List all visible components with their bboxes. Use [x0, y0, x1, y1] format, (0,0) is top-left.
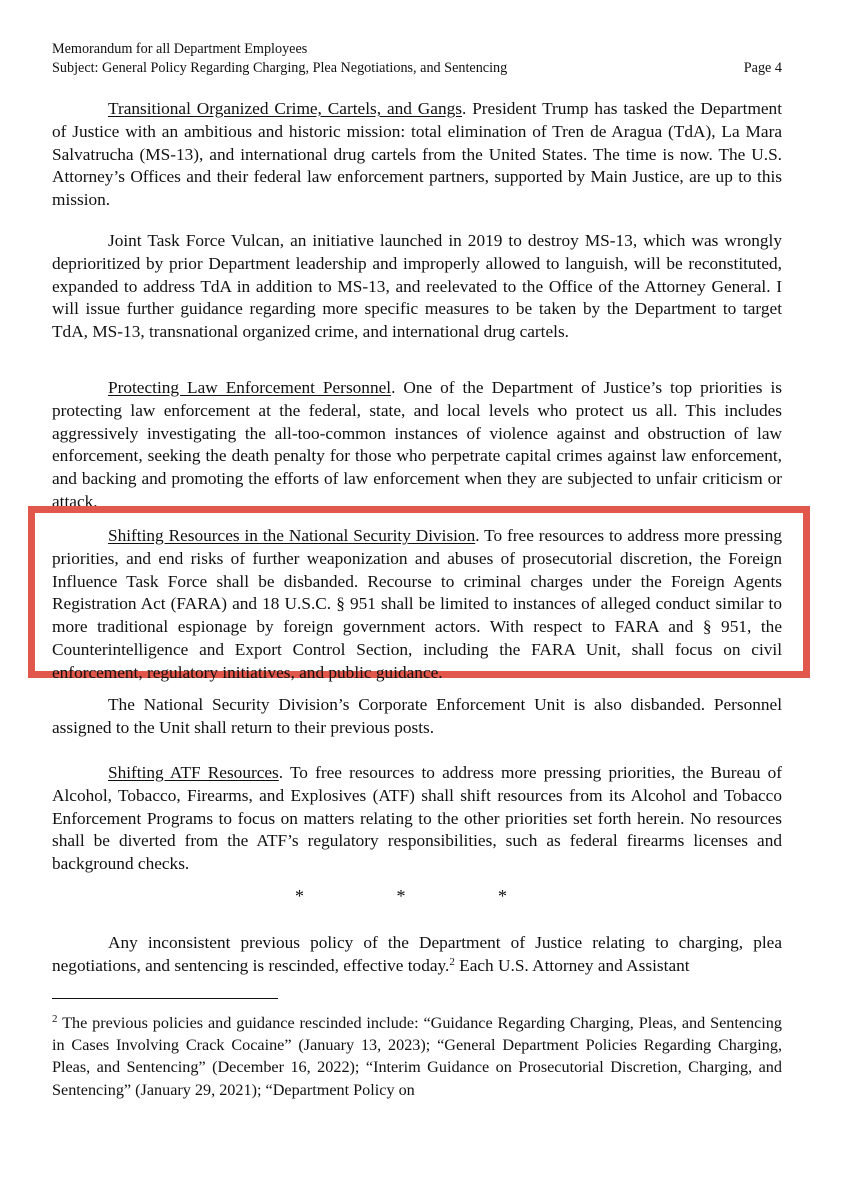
- footnote-text: The previous policies and guidance rescinded include: “Guidance Regarding Charging, Pleas, and Sentencing in Cases Involving Crack Cocaine” (January 13, 2023); “General Department Policies Regarding Charging, Pleas, and Sentencing” (December 16, 2022); “Interim Guidance on Prosecutorial Discretion, Charging, and Sentencing” (January 29, 2021); “Department Policy on: [52, 1014, 782, 1099]
- section-heading: Shifting Resources in the National Security Division: [108, 526, 476, 545]
- section-atf: [52, 762, 782, 876]
- section-corporate-enforcement: [52, 694, 782, 740]
- closing-text-cont: Each U.S. Attorney and Assistant: [454, 955, 690, 975]
- page-header: [52, 40, 782, 78]
- section-task-force-vulcan: [52, 230, 782, 344]
- section-law-enforcement: [52, 377, 782, 514]
- section-heading: Transitional Organized Crime, Cartels, and Gangs: [108, 99, 462, 118]
- page-number: Page 4: [743, 60, 782, 76]
- section-body: . President Trump has tasked the Department of Justice with an ambitious and historic mission: total elimination of Tren de Aragua (TdA), La Mara Salvatrucha (MS-13), and international drug cartels from the United States. The time is now. The U.S. Attorney’s Offices and their federal law enforcement partners, supported by Main Justice, are up to this mission.: [52, 99, 783, 210]
- section-body: . To free resources to address more pressing priorities, the Bureau of Alcohol, Tobacco, Firearms, and Explosives (ATF) shall shift resources from its Alcohol and Tobacco Enforcement Programs to focus on matters relating to the other priorities set forth herein. No resources shall be diverted from the ATF’s regulatory responsibilities, such as federal firearms licenses and background checks.: [52, 763, 782, 874]
- section-body: The National Security Division’s Corporate Enforcement Unit is also disbanded. Personnel assigned to the Unit shall return to their previous posts.: [52, 695, 782, 737]
- closing-paragraph: [52, 932, 782, 978]
- section-body: Joint Task Force Vulcan, an initiative launched in 2019 to destroy MS-13, which was wrongly deprioritized by prior Department leadership and improperly allowed to languish, will be reconstituted, expanded to address TdA in addition to MS-13, and reelevated to the Office of the Attorney General. I will issue further guidance regarding more specific measures to be taken by the Department to target TdA, MS-13, transnational organized crime, and international drug cartels.: [52, 231, 782, 342]
- section-heading: Shifting ATF Resources: [108, 763, 279, 782]
- header-recipient: Memorandum for all Department Employees: [52, 41, 308, 57]
- section-national-security: [52, 525, 782, 685]
- footnote-number: 2: [52, 1013, 58, 1025]
- section-body: . To free resources to address more pressing priorities, and end risks of further weaponization and abuses of prosecutorial discretion, the Foreign Influence Task Force shall be disbanded. Recourse to criminal charges under the Foreign Agents Registration Act (FARA) and 18 U.S.C. § 951 shall be limited to instances of alleged conduct similar to more traditional espionage by foreign government actors. With respect to FARA and § 951, the Counterintelligence and Export Control Section, including the FARA Unit, shall focus on civil enforcement, regulatory initiatives, and public guidance.: [52, 526, 782, 682]
- closing-text: Any inconsistent previous policy of the Department of Justice relating to charging, plea negotiations, and sentencing is rescinded, effective today.: [52, 933, 782, 975]
- section-heading: Protecting Law Enforcement Personnel: [108, 378, 392, 397]
- header-subject: Subject: General Policy Regarding Charging, Plea Negotiations, and Sentencing: [52, 60, 508, 76]
- section-separator: * * *: [295, 886, 551, 906]
- footnote-divider: [52, 998, 278, 999]
- footnote-ref: 2: [449, 955, 455, 968]
- section-organized-crime: [52, 98, 782, 212]
- section-body: . One of the Department of Justice’s top priorities is protecting law enforcement at the federal, state, and local levels who protect us all. This includes aggressively investigating the all-too-common instances of violence against and obstruction of law enforcement, seeking the death penalty for those who perpetrate capital crimes against law enforcement, and backing and promoting the efforts of law enforcement when they are subjected to unfair criticism or attack.: [52, 378, 782, 511]
- footnote: [52, 1012, 782, 1101]
